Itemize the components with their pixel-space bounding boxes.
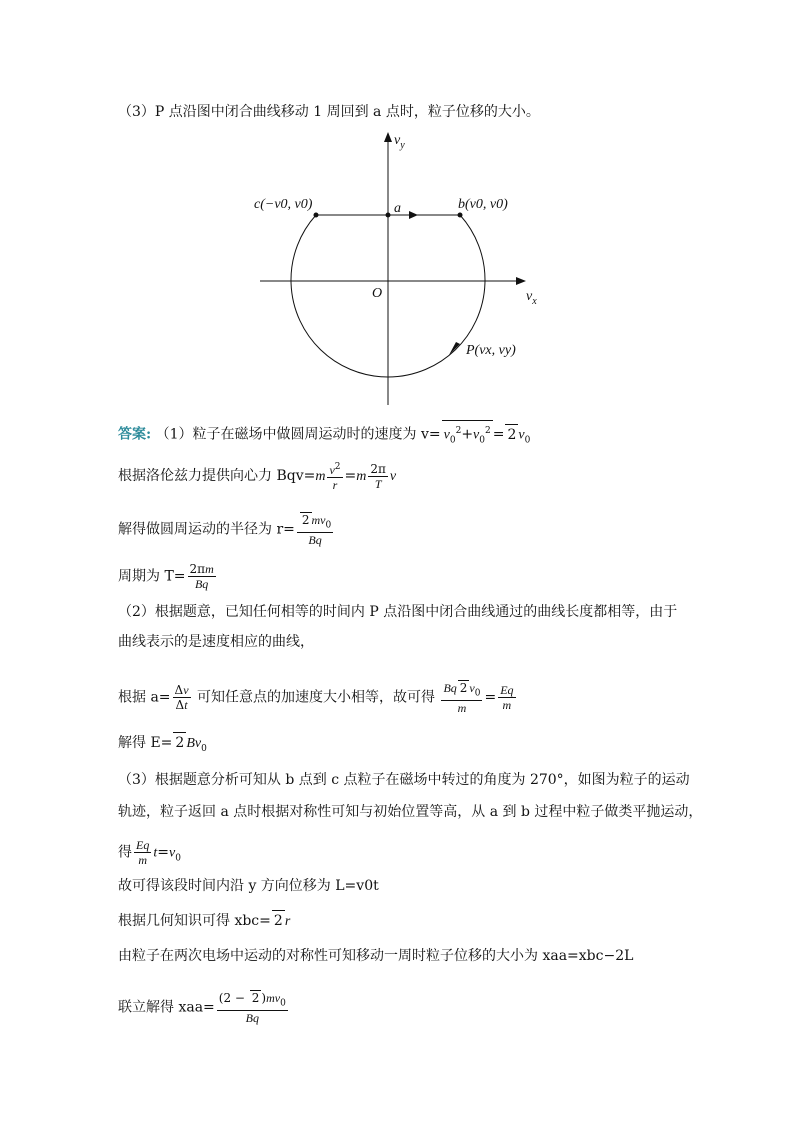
answer-line-15: 联立解得 xaa= $\frac{(2 - 2 )mv_0}{Bq}$ (118, 991, 286, 1026)
answer-3-text: 解得做圆周运动的半径为 r= (118, 521, 295, 538)
point-c-label: c(−v0, v0) (254, 197, 313, 212)
answer-line-4: 周期为 T= $\frac{2\pi m}{Bq}$ (118, 562, 214, 591)
answer-line-13: 根据几何知识可得 xbc= 2 r (118, 910, 290, 932)
answer-line-7: 根据 a= $\frac{\Delta v}{\Delta t}$ 可知任意点的加速度大小相等，故可得 $\frac{Bq 2 v_0}{m}$ = $\frac{Eq}{m}$ (118, 681, 514, 716)
answer-15-text: 联立解得 xaa= (118, 999, 215, 1016)
velocity-diagram (250, 130, 550, 410)
answer-label: 答案: (118, 426, 152, 443)
segment-arrow-icon (409, 211, 418, 219)
point-a-dot (386, 213, 391, 218)
answer-line-14: 由粒子在两次电场中运动的对称性可知移动一周时粒子位移的大小为 xaa=xbc−2L (118, 948, 634, 964)
answer-4-text: 周期为 T= (118, 568, 186, 585)
vy-axis-label: $v_y$ (394, 133, 405, 151)
answer-line-9: （3）根据题意分析可知从 b 点到 c 点粒子在磁场中转过的角度为 270°，如图为粒子的运动 (118, 772, 690, 788)
point-c-dot (314, 213, 319, 218)
answer-line-1: 答案: （1）粒子在磁场中做圆周运动时的速度为 $v= v_0^2+v_0^2 = 2$ $v_0$ (118, 420, 530, 450)
arc-arrow-icon (449, 342, 460, 355)
vx-axis-arrow-icon (516, 277, 526, 285)
point-b-label: b(v0, v0) (458, 197, 508, 212)
answer-7b-text: 可知任意点的加速度大小相等，故可得 (196, 689, 435, 706)
answer-line-5: （2）根据题意，已知任何相等的时间内 P 点沿图中闭合曲线通过的曲线长度都相等，由于 (118, 604, 678, 620)
point-b-dot (458, 213, 463, 218)
answer-line-3: 解得做圆周运动的半径为 r= $\frac{2 mv_0}{Bq}$ (118, 513, 332, 548)
answer-7a-text: 根据 a= (118, 689, 171, 706)
answer-line-10: 轨迹，粒子返回 a 点时根据对称性可知与初始位置等高，从 a 到 b 过程中粒子做类平抛运动， (118, 804, 703, 820)
answer-line-8: 解得 E= 2 $Bv_0$ (118, 732, 207, 759)
answer-1-text: （1）粒子在磁场中做圆周运动时的速度为 v= (155, 426, 441, 443)
answer-line-6: 曲线表示的是速度相应的曲线， (118, 634, 314, 650)
origin-label: O (372, 286, 383, 301)
answer-2-text: 根据洛伦兹力提供向心力 Bqv= (118, 468, 316, 484)
point-p-label: P(vx, vy) (466, 343, 516, 358)
vx-axis-label: $v_x$ (526, 289, 537, 307)
answer-8-text: 解得 E= (118, 735, 173, 751)
point-a-label: a (394, 201, 401, 216)
answer-line-11: 得 $\frac{Eq}{m}$ $t=v_0$ (118, 838, 181, 867)
answer-13-text: 根据几何知识可得 xbc= (118, 913, 271, 929)
answer-11-text: 得 (118, 844, 132, 861)
answer-line-2: 根据洛伦兹力提供向心力 Bqv=m $\frac{v^2}{r}$ =m $\frac{2\pi}{T}$ v (118, 461, 397, 492)
question-3: （3）P 点沿图中闭合曲线移动 1 周回到 a 点时，粒子位移的大小。 (118, 104, 540, 120)
vy-axis-arrow-icon (384, 132, 392, 142)
answer-line-12: 故可得该段时间内沿 y 方向位移为 L=v0t (118, 878, 379, 894)
